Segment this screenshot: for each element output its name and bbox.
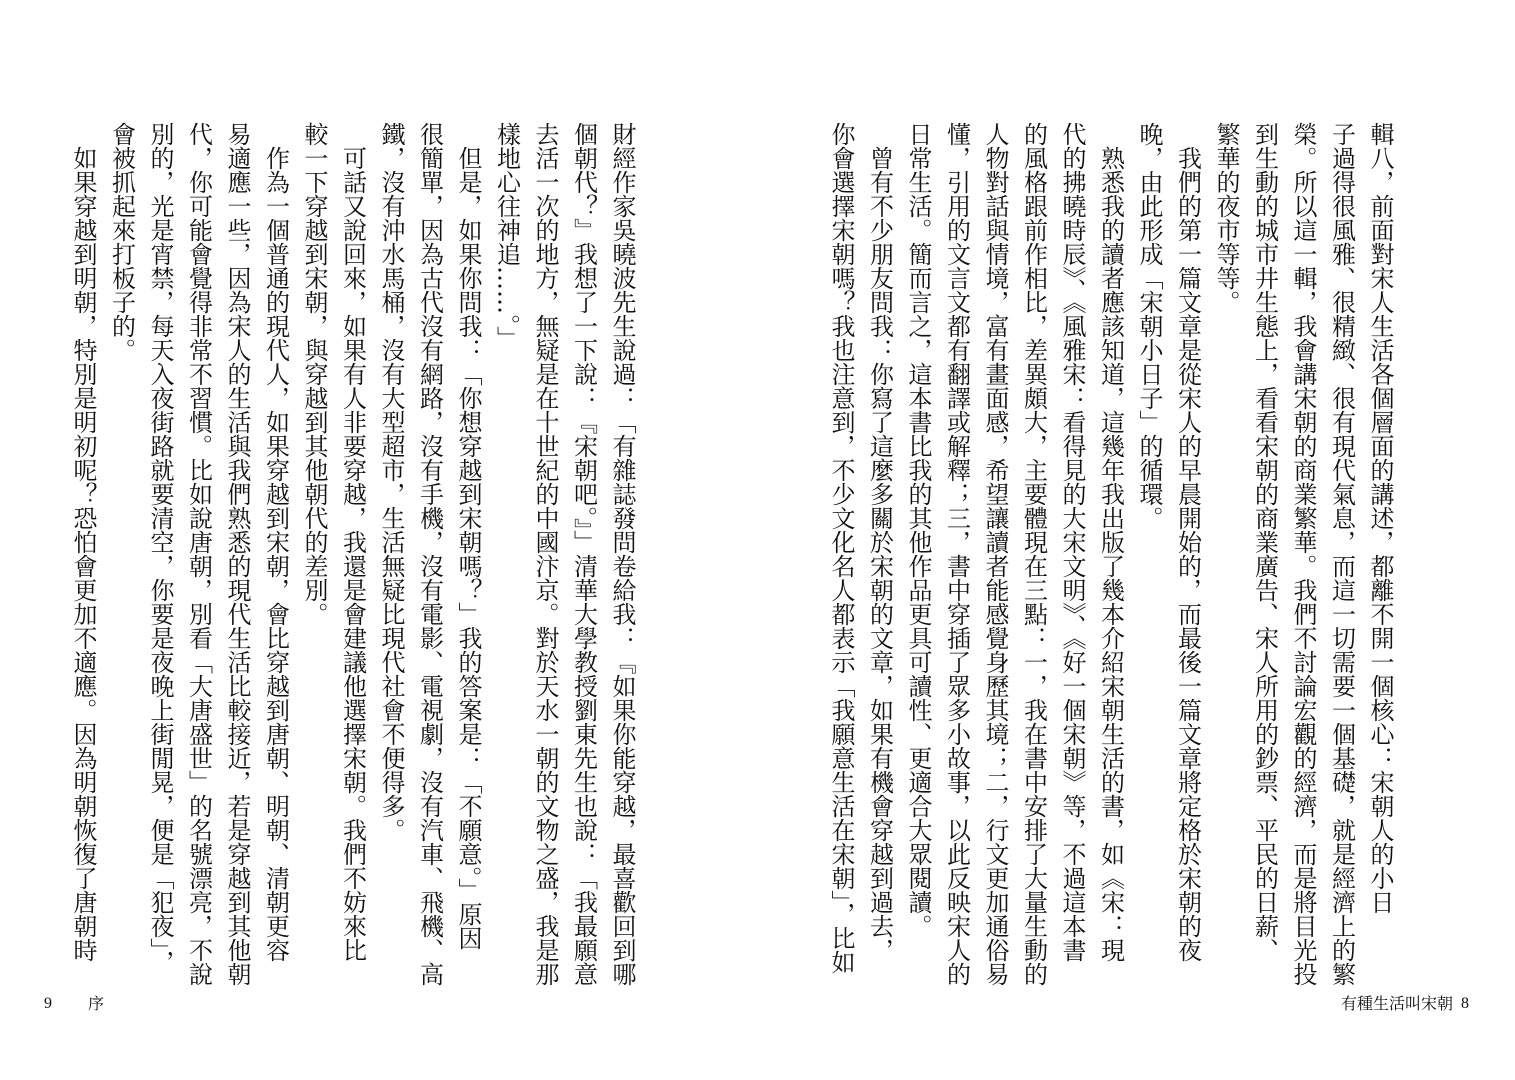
text-line: 子過得很風雅、很精緻、很有現代氣息，而這一切需要一個基礎，就是經濟上的繁 bbox=[1327, 122, 1356, 986]
page-number: 9 bbox=[44, 995, 52, 1012]
text-line: 人物對話與情境，富有畫面感，希望讓讀者能感覺身歷其境；二，行文更加通俗易 bbox=[981, 122, 1009, 986]
text-line: 但是，如果你問我：「你想穿越到宋朝嗎？」我的答案是：「不願意。」原因 bbox=[454, 122, 482, 950]
right-page bbox=[758, 0, 1515, 1080]
text-line: 較一下穿越到宋朝，與穿越到其他朝代的差別。 bbox=[300, 122, 328, 626]
text-line: 可話又說回來，如果有人非要穿越，我還是會建議他選擇宋朝。我們不妨來比 bbox=[338, 122, 367, 962]
left-page bbox=[0, 0, 757, 1080]
text-line: 我們的第一篇文章是從宋人的早晨開始的，而最後一篇文章將定格於宋朝的夜 bbox=[1173, 122, 1202, 962]
text-line: 如果穿越到明朝，特別是明初呢？恐怕會更加不適應。因為明朝恢復了唐朝時 bbox=[69, 122, 97, 962]
text-line: 懂，引用的文言文都有翻譯或解釋；三，書中穿插了眾多小故事，以此反映宋人的 bbox=[942, 122, 971, 986]
text-line: 輯八，前面對宋人生活各個層面的講述，都離不開一個核心：宋朝人的小日 bbox=[1366, 122, 1394, 914]
left-page-body bbox=[64, 122, 642, 986]
text-line: 去活一次的地方，無疑是在十世紀的中國汴京。對於天水一朝的文物之盛，我是那 bbox=[531, 122, 559, 986]
text-line: 很簡單，因為古代沒有網路，沒有手機，沒有電影、電視劇，沒有汽車、飛機、高 bbox=[415, 122, 444, 986]
text-line: 曾有不少朋友問我：你寫了這麼多關於宋朝的文章，如果有機會穿越到過去， bbox=[865, 122, 894, 962]
text-line: 榮。所以這一輯，我會講宋朝的商業繁華。我們不討論宏觀的經濟，而是將目光投 bbox=[1289, 122, 1317, 986]
page-number: 8 bbox=[1461, 995, 1469, 1012]
text-line: 的風格跟前作相比，差異頗大，主要體現在三點：一，我在書中安排了大量生動的 bbox=[1019, 122, 1048, 986]
text-line: 代，你可能會覺得非常不習慣。比如說唐朝，別看「大唐盛世」的名號漂亮，不說 bbox=[184, 122, 213, 986]
text-line: 代的拂曉時辰》、《風雅宋：看得見的大宋文明》、《好一個宋朝》等，不過這本書 bbox=[1058, 122, 1086, 962]
text-line: 晚，由此形成「宋朝小日子」的循環。 bbox=[1135, 122, 1163, 530]
text-line: 你會選擇宋朝嗎？我也注意到，不少文化名人都表示「我願意生活在宋朝」，比如 bbox=[827, 122, 855, 974]
text-line: 到生動的城市井生態上，看看宋朝的商業廣告、宋人所用的鈔票、平民的日薪、 bbox=[1250, 122, 1279, 962]
text-line: 易適應一些，因為宋人的生活與我們熟悉的現代生活比較接近，若是穿越到其他朝 bbox=[223, 122, 251, 986]
text-line: 作為一個普通的現代人，如果穿越到宋朝，會比穿越到唐朝、明朝、清朝更容 bbox=[261, 122, 290, 962]
text-line: 日常生活。簡而言之，這本書比我的其他作品更具可讀性、更適合大眾閱讀。 bbox=[904, 122, 932, 938]
right-page-body bbox=[822, 122, 1400, 986]
running-title: 有種生活叫宋朝 bbox=[1340, 994, 1453, 1013]
text-line: 樣地心往神追……。」 bbox=[492, 122, 521, 350]
text-line: 繁華的夜市等等。 bbox=[1212, 122, 1240, 314]
running-title: 序 bbox=[88, 994, 105, 1013]
text-line: 別的，光是宵禁，每天入夜街路就要清空，你要是夜晚上街閒晃，便是「犯夜」， bbox=[146, 122, 174, 974]
text-line: 熟悉我的讀者應該知道，這幾年我出版了幾本介紹宋朝生活的書，如《宋：現 bbox=[1096, 122, 1125, 962]
text-line: 鐵，沒有沖水馬桶，沒有大型超市，生活無疑比現代社會不便得多。 bbox=[377, 122, 405, 842]
text-line: 財經作家吳曉波先生說過：「有雜誌發問卷給我：『如果你能穿越，最喜歡回到哪 bbox=[608, 122, 636, 986]
text-line: 個朝代？』我想了一下說：『宋朝吧。』」清華大學教授劉東先生也說：「我最願意 bbox=[569, 122, 598, 986]
text-line: 會被抓起來打板子的。 bbox=[107, 122, 136, 362]
